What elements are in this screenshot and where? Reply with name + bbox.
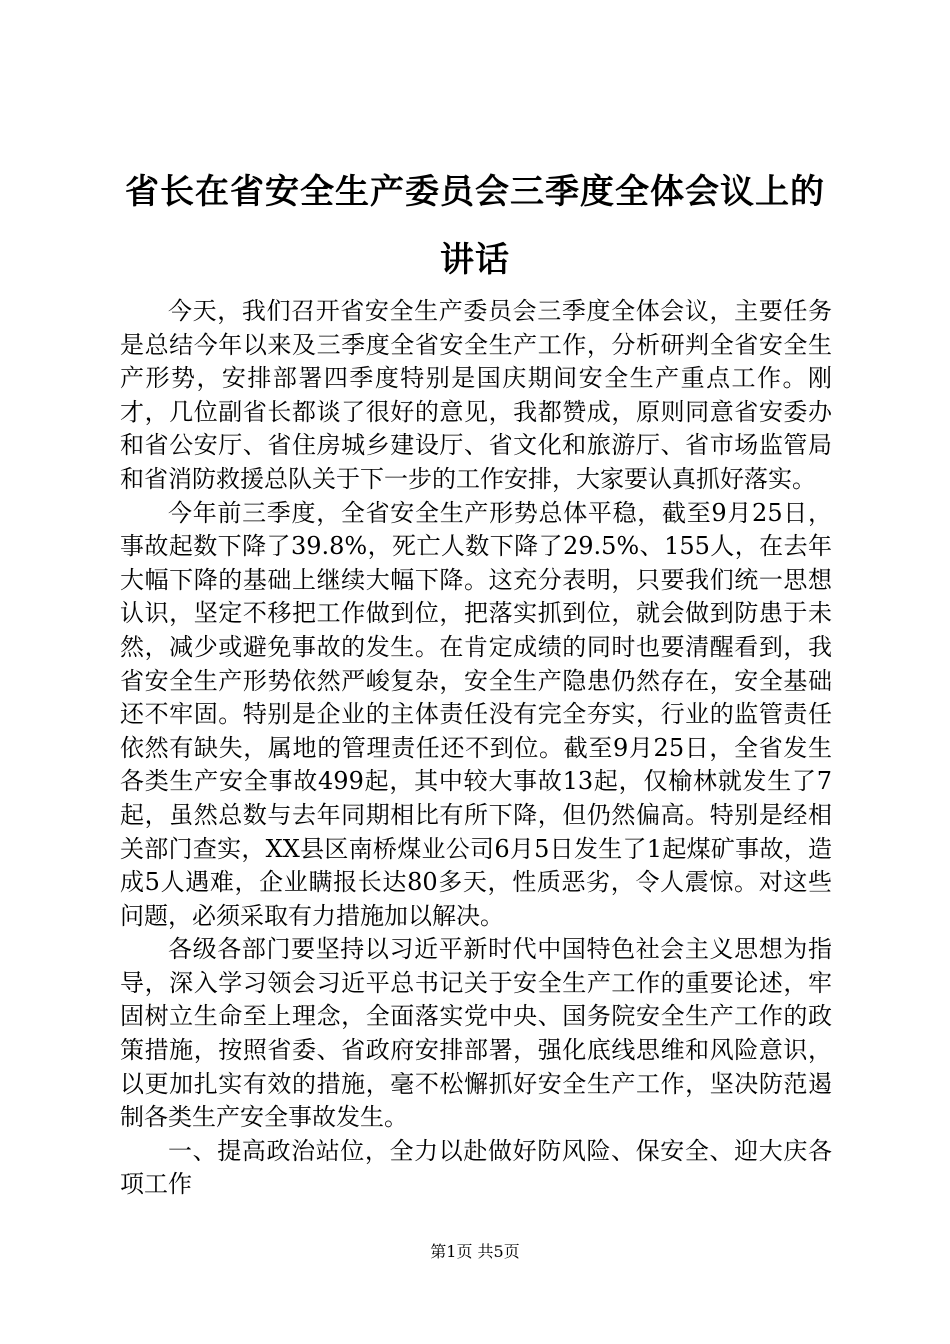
document-body — [120, 295, 832, 1202]
paragraph-situation: 今年前三季度，全省安全生产形势总体平稳，截至9月25日，事故起数下降了39.8%，死亡人数下降了29.5%、155人，在去年大幅下降的基础上继续大幅下降。这充分表明，只要我们统一思想认识，坚定不移把工作做到位，把落实抓到位，就会做到防患于未然，减少或避免事故的发生。在肯定成绩的同时也要清醒看到，我省安全生产形势依然严峻复杂，安全生产隐患仍然存在，安全基础还不牢固。特别是企业的主体责任没有完全夯实，行业的监管责任依然有缺失，属地的管理责任还不到位。截至9月25日，全省发生各类生产安全事故499起，其中较大事故13起，仅榆林就发生了7起，虽然总数与去年同期相比有所下降，但仍然偏高。特别是经相关部门查实，XX县区南桥煤业公司6月5日发生了1起煤矿事故，造成5人遇难，企业瞒报长达80多天，性质恶劣，令人震惊。对这些问题，必须采取有力措施加以解决。 — [120, 498, 832, 930]
paragraph-requirements: 各级各部门要坚持以习近平新时代中国特色社会主义思想为指导，深入学习领会习近平总书记关于安全生产工作的重要论述，牢固树立生命至上理念，全面落实党中央、国务院安全生产工作的政策措施，按照省委、省政府安排部署，强化底线思维和风险意识，以更加扎实有效的措施，毫不松懈抓好安全生产工作，坚决防范遏制各类生产安全事故发生。 — [120, 935, 832, 1132]
document-title: 省长在省安全生产委员会三季度全体会议上的讲话 — [125, 172, 825, 280]
section-heading-1: 一、提高政治站位，全力以赴做好防风险、保安全、迎大庆各项工作 — [120, 1136, 832, 1199]
page-number-footer: 第1页 共5页 — [430, 1242, 520, 1261]
paragraph-opening: 今天，我们召开省安全生产委员会三季度全体会议，主要任务是总结今年以来及三季度全省安全生产工作，分析研判全省安全生产形势，安排部署四季度特别是国庆期间安全生产重点工作。刚才，几位副省长都谈了很好的意见，我都赞成，原则同意省安委办和省公安厅、省住房城乡建设厅、省文化和旅游厅、省市场监管局和省消防救援总队关于下一步的工作安排，大家要认真抓好落实。 — [120, 297, 832, 493]
